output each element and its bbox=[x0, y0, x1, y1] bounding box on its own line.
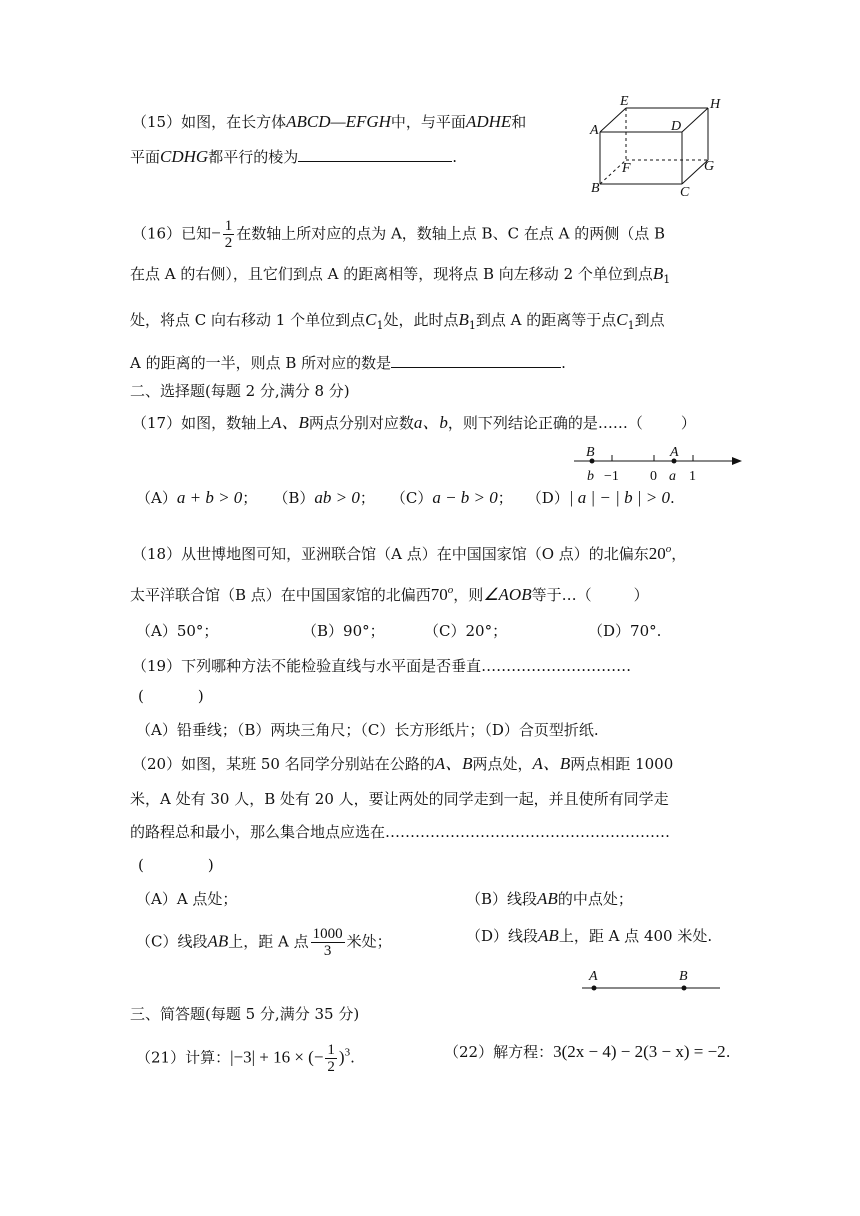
vertex-A: A bbox=[590, 123, 599, 138]
q16-line2: 在点 A 的右侧），且它们到点 A 的距离相等，现将点 B 向左移动 2 个单位到点$B_1$ bbox=[130, 264, 671, 286]
vertex-H: H bbox=[710, 97, 721, 112]
q17-stem: （17）如图，数轴上A、B两点分别对应数a、b，则下列结论正确的是……（ ） bbox=[132, 413, 696, 432]
q20-line2: 米，A 处有 30 人，B 处有 20 人，要让两处的同学走到一起，并且使所有同学走 bbox=[130, 790, 669, 808]
answer-blank-15[interactable] bbox=[298, 146, 452, 162]
q17-options: （A）a + b > 0； （B）ab > 0； （C）a − b > 0； （D）| a | − | b | > 0. bbox=[136, 488, 675, 507]
segment-ab-figure bbox=[578, 964, 726, 996]
q15-line2: 平面CDHG都平行的棱为 . bbox=[130, 147, 457, 166]
q20-paren: ( ) bbox=[138, 856, 214, 874]
vertex-E: E bbox=[620, 94, 629, 109]
svg-text:b: b bbox=[587, 469, 594, 484]
fraction-half: $\frac{1}{2}$ bbox=[327, 1042, 335, 1075]
q20-option-b: （B）线段AB的中点处； bbox=[466, 889, 633, 908]
section-3-heading: 三、简答题(每题 5 分,满分 35 分) bbox=[130, 1005, 360, 1023]
svg-text:A: A bbox=[589, 969, 598, 984]
q16-line3: 处，将点 C 向右移动 1 个单位到点$C_1$处，此时点$B_1$到点 A 的距离等于点$C_1$到点 bbox=[130, 310, 665, 332]
vertex-D: D bbox=[671, 119, 682, 134]
q15-line1: （15）如图，在长方体ABCD—EFGH中，与平面ADHE和 bbox=[132, 112, 527, 131]
svg-text:−1: −1 bbox=[604, 469, 619, 484]
q19-options: （A）铅垂线；（B）两块三角尺；（C）长方形纸片；（D）合页型折纸. bbox=[136, 721, 599, 739]
q18-line2: 太平洋联合馆（B 点）在中国国家馆的北偏西70$^o$，则∠AOB等于…（ ） bbox=[130, 584, 649, 604]
q20-option-a: （A）A 点处； bbox=[136, 890, 238, 908]
svg-text:a: a bbox=[669, 469, 676, 484]
q16-line1: （16）已知− $\frac{1}{2}$ 在数轴上所对应的点为 A，数轴上点 B、C 在点 A 的两侧（点 B bbox=[132, 218, 665, 251]
svg-text:B: B bbox=[679, 969, 688, 984]
q19-paren: ( ) bbox=[138, 687, 204, 705]
cuboid-figure bbox=[586, 92, 726, 202]
q21: （21）计算：|−3| + 16 × (− $\frac{1}{2}$ )$^3$. bbox=[136, 1042, 355, 1075]
vertex-B: B bbox=[591, 181, 600, 196]
number-line-figure bbox=[570, 440, 748, 486]
q18-line1: （18）从世博地图可知，亚洲联合馆（A 点）在中国国家馆（O 点）的北偏东20$^o$， bbox=[132, 543, 687, 563]
q16-line4: A 的距离的一半，则点 B 所对应的数是 . bbox=[130, 354, 566, 372]
q20-option-d: （D）线段AB上，距 A 点 400 米处. bbox=[466, 926, 713, 945]
vertex-G: G bbox=[704, 159, 715, 174]
svg-text:B: B bbox=[586, 445, 595, 460]
fraction-half: $\frac{1}{2}$ bbox=[224, 218, 233, 251]
section-2-heading: 二、选择题(每题 2 分,满分 8 分) bbox=[130, 382, 350, 400]
vertex-C: C bbox=[680, 185, 690, 200]
q22: （22）解方程：3(2x − 4) − 2(3 − x) = −2. bbox=[444, 1042, 731, 1061]
point-B bbox=[682, 986, 687, 991]
q20-option-c: （C）线段AB上，距 A 点 $\frac{1000}{3}$ 米处； bbox=[136, 926, 392, 959]
vertex-F: F bbox=[622, 161, 631, 176]
q19-stem: （19）下列哪种方法不能检验直线与水平面是否垂直………………………… bbox=[132, 657, 632, 675]
q20-line1: （20）如图，某班 50 名同学分别站在公路的A、B两点处，A、B两点相距 1000 bbox=[132, 754, 674, 773]
svg-text:1: 1 bbox=[689, 469, 696, 484]
arrow-right-icon bbox=[732, 457, 742, 465]
svg-text:0: 0 bbox=[650, 469, 657, 484]
svg-text:A: A bbox=[670, 445, 679, 460]
q20-line3: 的路程总和最小，那么集合地点应选在………………………………………………… bbox=[130, 823, 671, 841]
answer-blank-16[interactable] bbox=[391, 352, 561, 368]
fraction-1000-3: $\frac{1000}{3}$ bbox=[312, 926, 343, 959]
point-A bbox=[592, 986, 597, 991]
